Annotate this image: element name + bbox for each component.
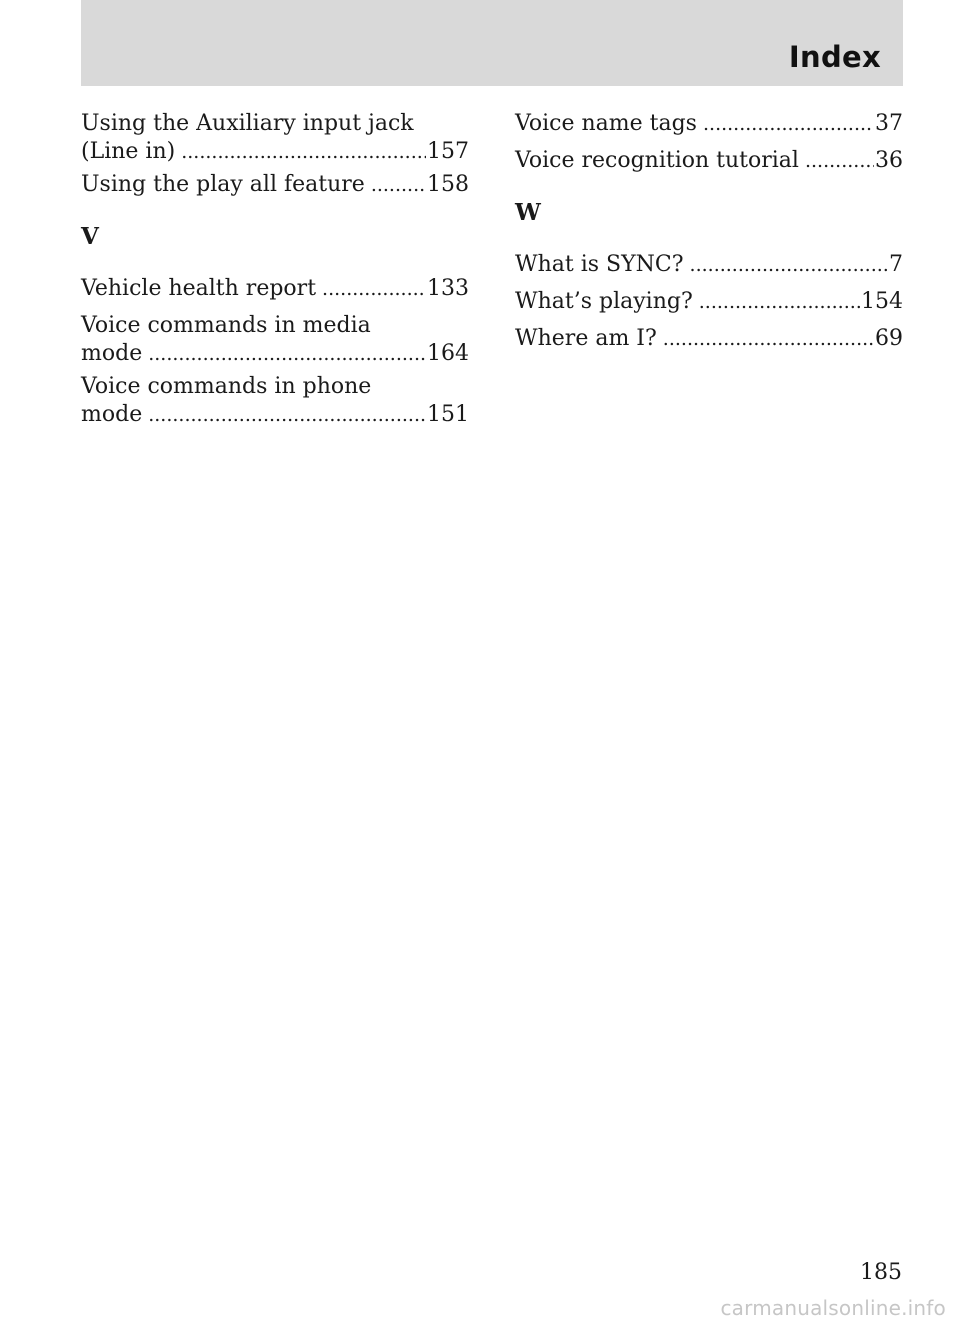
index-entry-label: Vehicle health report: [81, 276, 317, 301]
index-entry: [515, 325, 903, 353]
leader-dots: [699, 288, 860, 316]
leader-dots: [322, 275, 426, 303]
index-entry: [81, 110, 469, 166]
index-entry-label-line2: mode: [81, 402, 143, 427]
index-entry-page: 158: [427, 172, 469, 197]
page-title: Index: [788, 40, 881, 74]
index-column-right: [515, 110, 903, 362]
leader-dots: [690, 251, 888, 279]
leader-dots: [181, 138, 426, 166]
header-band: [81, 0, 903, 86]
index-entry-label-line1: Voice commands in media: [81, 313, 371, 338]
index-entry-label: Where am I?: [515, 326, 657, 351]
index-entry-label-line1: Voice commands in phone: [81, 374, 372, 399]
index-entry-label-line2: (Line in): [81, 139, 176, 164]
index-entry: [81, 171, 469, 199]
index-entry-page: 7: [889, 252, 903, 277]
index-entry-label: Using the play all feature: [81, 172, 365, 197]
leader-dots: [663, 325, 874, 353]
index-entry: [515, 147, 903, 175]
leader-dots: [371, 171, 426, 199]
page-number: 185: [860, 1260, 902, 1285]
index-entry-label: Voice recognition tutorial: [515, 148, 799, 173]
index-column-left: [81, 110, 469, 434]
index-entry: [81, 373, 469, 429]
index-entry-page: 154: [861, 289, 903, 314]
index-entry-page: 69: [875, 326, 903, 351]
index-entry-label: What’s playing?: [515, 289, 693, 314]
leader-dots: [805, 147, 874, 175]
leader-dots: [148, 340, 426, 368]
section-letter: W: [515, 199, 541, 226]
index-entry: [515, 110, 903, 138]
index-entry-page: 164: [427, 341, 469, 366]
index-entry-page: 37: [875, 111, 903, 136]
index-entry: [515, 251, 903, 279]
leader-dots: [703, 110, 874, 138]
index-entry-page: 36: [875, 148, 903, 173]
index-entry-label-line2: mode: [81, 341, 143, 366]
leader-dots: [148, 401, 426, 429]
index-entry-page: 157: [427, 139, 469, 164]
index-entry: [81, 312, 469, 368]
section-letter: V: [81, 223, 99, 250]
index-entry: [81, 275, 469, 303]
watermark: carmanualsonline.info: [720, 1296, 946, 1320]
index-entry: [515, 288, 903, 316]
index-entry-page: 133: [427, 276, 469, 301]
index-entry-label-line1: Using the Auxiliary input jack: [81, 111, 414, 136]
index-entry-label: What is SYNC?: [515, 252, 684, 277]
index-entry-label: Voice name tags: [515, 111, 697, 136]
index-entry-page: 151: [427, 402, 469, 427]
